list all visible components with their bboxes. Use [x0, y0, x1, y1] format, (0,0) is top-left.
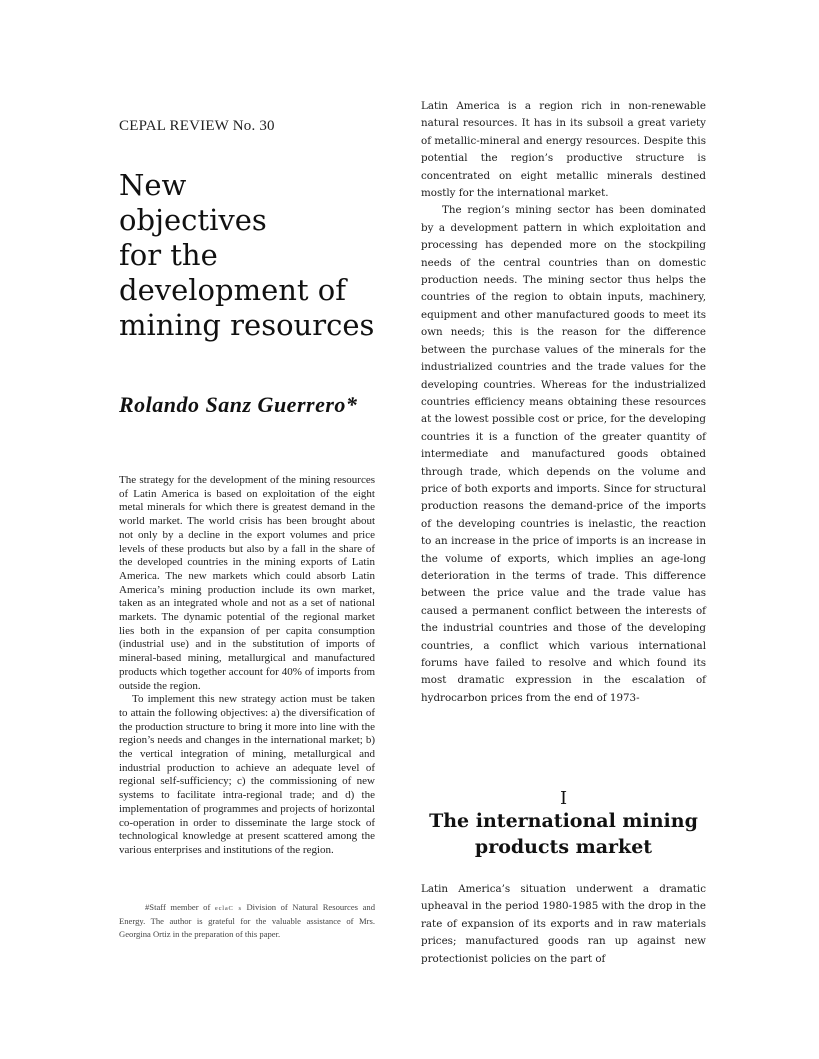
- title-line: objectives: [119, 203, 267, 237]
- journal-header: CEPAL REVIEW No. 30: [119, 118, 275, 134]
- author-name: Rolando Sanz Guerrero*: [119, 392, 358, 417]
- body-paragraph: The region’s mining sector has been dominated by a development pattern in which exploitation and processing has depended more on the stockpiling needs of the central countries than on domestic production needs. The mining sector thus helps the countries of the region to obtain inputs, machinery, equipment and other manufactured goods to meet its own needs; this is the reason for the difference between the purchase values of the minerals for the industrialized countries and the trade values for the developing countries. Whereas for the industrialized countries efficiency means obtaining these resources at the lowest possible cost or price, for the developing countries it is a function of the greater quantity of intermediate and manufactured goods obtained through trade, which depends on the volume and price of both exports and imports. Since for structural production reasons the demand-price of the imports of the developing countries is inelastic, the reaction to an increase in the price of imports is an increase in the volume of exports, which implies an age-long deterioration in the terms of trade. This difference between the price value and the trade value has caused a permanent conflict between the interests of the industrial countries and those of the developing countries, a conflict which various international forums have failed to resolve and which found its most dramatic expression in the escalation of hydrocarbon prices from the end of 1973-: [421, 204, 706, 704]
- author-footnote: [119, 901, 375, 940]
- footnote-org: eclaC s: [214, 905, 242, 912]
- abstract-paragraph: The strategy for the development of the mining resources of Latin America is based on exploitation of the eight metal minerals for which there is greatest demand in the world market. The world crisis has been brought about not only by a decline in the export volumes and price levels of these products but also by a fall in the share of the developed countries in the mining exports of Latin America. The new markets which could absorb Latin America’s mining production include its own market, taken as an integrated whole and not as a set of national markets. The dynamic potential of the regional market lies both in the expansion of per capita consumption (industrial use) and in the substitution of imports of mineral-based mining, metallurgical and manufactured products which together account for 40% of imports from outside the region.: [119, 474, 375, 692]
- section-number: I: [559, 788, 568, 809]
- body-paragraph: Latin America’s situation underwent a dramatic upheaval in the period 1980-1985 with the drop in the rate of expansion of its exports and in raw materials prices; manufactured goods ran up against new protectionist policies on the part of: [421, 883, 706, 965]
- abstract: [119, 474, 375, 858]
- body-text-bottom: [421, 881, 706, 968]
- body-text-top: [421, 98, 706, 707]
- footnote-prefix: #Staff member of: [145, 902, 211, 912]
- title-line: New: [119, 168, 187, 202]
- title-line: mining resources: [119, 308, 375, 342]
- title-line: for the: [119, 238, 218, 272]
- footnote-text: Division of Natural Resources and Energy. The author is grateful for the valuable assistance of Mrs. Georgina Ortiz in the preparation of this paper.: [119, 902, 375, 939]
- section-title: The international mining products market: [429, 810, 698, 858]
- article-title: [119, 168, 389, 343]
- abstract-paragraph: To implement this new strategy action must be taken to attain the following objectives: a) the diversification of the production structure to bring it more into line with the region’s needs and changes in the international market; b) the vertical integration of mining, metallurgical and industrial production to achieve an adequate level of regional self-sufficiency; c) the commissioning of new systems to facilitate intra-regional trade; and d) the implementation of programmes and projects of horizontal co-operation in order to disseminate the large stock of technological knowledge at present scattered among the various enterprises and institutions of the region.: [119, 693, 375, 856]
- title-line: development of: [119, 273, 346, 307]
- body-paragraph: Latin America is a region rich in non-renewable natural resources. It has in its subsoil a great variety of metallic-mineral and energy resources. Despite this potential the region’s productive structure is concentrated on eight metallic minerals destined mostly for the international market.: [421, 100, 706, 200]
